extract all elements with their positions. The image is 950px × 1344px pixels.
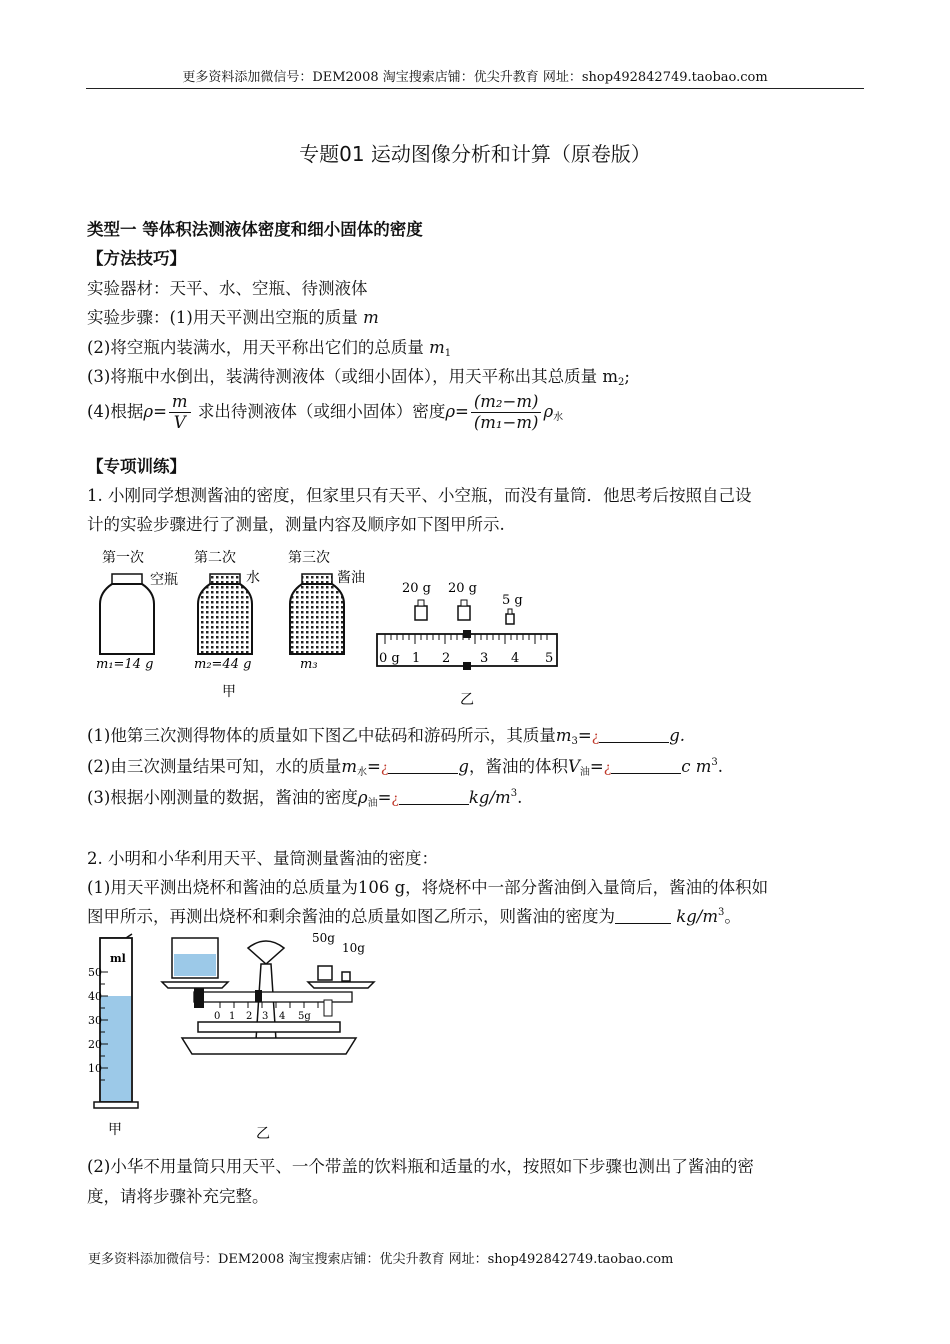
q2-part2-line2: 度，请将步骤补充完整。 [87,1187,269,1206]
weight-label-3: 5 g [502,593,523,608]
balance-scale-0: 0 [214,1011,221,1022]
training-heading: 【专项训练】 [87,457,186,476]
page-title: 专题01 运动图像分析和计算（原卷版） [299,142,651,166]
balance-scale-3: 3 [262,1011,269,1022]
answer-blank-water-mass[interactable] [388,759,458,774]
step3-line: (3)将瓶中水倒出，装满待测液体（或细小固体），用天平称出其总质量 $m_2$; [87,367,630,388]
section-heading: 类型一 等体积法测液体密度和细小固体的密度 [87,220,423,239]
ruler-label-0: 0 g [379,651,400,666]
answer-blank-volume[interactable] [611,759,681,774]
mass-m3: m₃ [300,657,318,672]
balance-scale-5: 5g [298,1011,311,1022]
fig1-caption-b: 乙 [460,692,474,708]
q1-part1: (1)他第三次测得物体的质量如下图乙中砝码和游码所示，其质量$m_3=¿$ g. [87,726,686,747]
answer-blank-q2-density[interactable] [615,909,671,924]
header-rule [86,88,864,89]
equipment-line: 实验器材：天平、水、空瓶、待测液体 [87,279,368,298]
q1-part3: (3)根据小刚测量的数据，酱油的密度$\rho_油=¿$ $kg/m^3$. [87,788,523,809]
soy-sauce-bottle [290,574,344,654]
measuring-cylinder [88,934,138,1108]
q2-part2-line1: (2)小华不用量筒只用天平、一个带盖的饮料瓶和适量的水，按照如下步骤也测出了酱油的密 [87,1157,754,1176]
step4-line: (4)根据ρ= $\frac{m}{V}$ 求出待测液体（或细小固体）密度ρ= $\frac{\text{(m₂−m)}}{\text{(m₁−m)}}$ $\rho_水$ [87,392,564,432]
fig1-item-2: 水 [246,570,260,586]
weight-5g [506,609,514,624]
page-footer: 更多资料添加微信号：DEM2008 淘宝搜索店铺：优尖升教育 网址：shop492842749.taobao.com [88,1252,674,1267]
fig1-label-2: 第二次 [194,550,236,566]
cylinder-unit: ml [110,952,126,965]
weight-label-2: 20 g [448,581,477,596]
fig1-label-1: 第一次 [102,550,144,566]
empty-bottle [100,574,154,654]
method-heading: 【方法技巧】 [87,249,186,268]
step2-line: (2)将空瓶内装满水，用天平称出它们的总质量 $m_1$ [87,338,452,359]
fig1-label-3: 第三次 [288,550,330,566]
q1-line2: 计的实验步骤进行了测量，测量内容及顺序如下图甲所示. [87,515,505,534]
ruler-label-5: 5 [545,651,554,666]
weight-20g-b [458,600,470,620]
cylinder-tick-50: 50 [88,966,102,979]
balance-scale-2: 2 [246,1011,253,1022]
ruler-label-4: 4 [511,651,520,666]
page-header: 更多资料添加微信号：DEM2008 淘宝搜索店铺：优尖升教育 网址：shop492842749.taobao.com [182,70,768,85]
ruler-label-1: 1 [412,651,421,666]
fig1-item-3: 酱油 [337,570,365,586]
step1-line: 实验步骤：(1)用天平测出空瓶的质量 m [87,308,379,327]
answer-blank-m3[interactable] [599,728,669,743]
q2-line1: 2. 小明和小华利用天平、量筒测量酱油的密度： [87,849,438,868]
figure-bottles-balance [90,540,570,710]
weight-50g [318,966,332,980]
lab-balance [162,938,374,1054]
q2-part1-line1: (1)用天平测出烧杯和酱油的总质量为106 g，将烧杯中一部分酱油倒入量筒后，酱油的体积如 [87,878,769,897]
mass-m1: m₁=14 g [96,657,154,672]
cylinder-tick-40: 40 [88,990,102,1003]
fig1-caption-a: 甲 [222,684,236,700]
balance-ruler [377,630,557,670]
cylinder-tick-30: 30 [88,1014,102,1027]
cylinder-tick-20: 20 [88,1038,102,1051]
balance-scale-1: 1 [229,1011,236,1022]
weight-label-1: 20 g [402,581,431,596]
fig2-caption-b: 乙 [256,1126,270,1142]
fig1-item-1: 空瓶 [150,572,178,588]
water-bottle [198,574,252,654]
weight-20g-a [415,600,427,620]
q2-part1-line2: 图甲所示，再测出烧杯和剩余酱油的总质量如图乙所示，则酱油的密度为 $kg/m^3$。 [87,907,741,926]
cylinder-tick-10: 10 [88,1062,102,1075]
balance-scale-4: 4 [279,1011,286,1022]
ruler-label-2: 2 [442,651,451,666]
weight-10g-label: 10g [342,941,365,955]
weight-10g [342,972,350,981]
fig2-caption-a: 甲 [108,1122,122,1138]
figure-cylinder-balance [86,930,386,1145]
mass-m2: m₂=44 g [194,657,252,672]
q1-line1: 1. 小刚同学想测酱油的密度，但家里只有天平、小空瓶，而没有量筒．他思考后按照自己设 [87,486,752,505]
answer-blank-density[interactable] [399,790,469,805]
ruler-label-3: 3 [480,651,489,666]
weight-50g-label: 50g [312,931,335,945]
q1-part2: (2)由三次测量结果可知，水的质量$m_水=¿$ g，酱油的体积$V_油=¿$ c $m^3$. [87,757,723,778]
